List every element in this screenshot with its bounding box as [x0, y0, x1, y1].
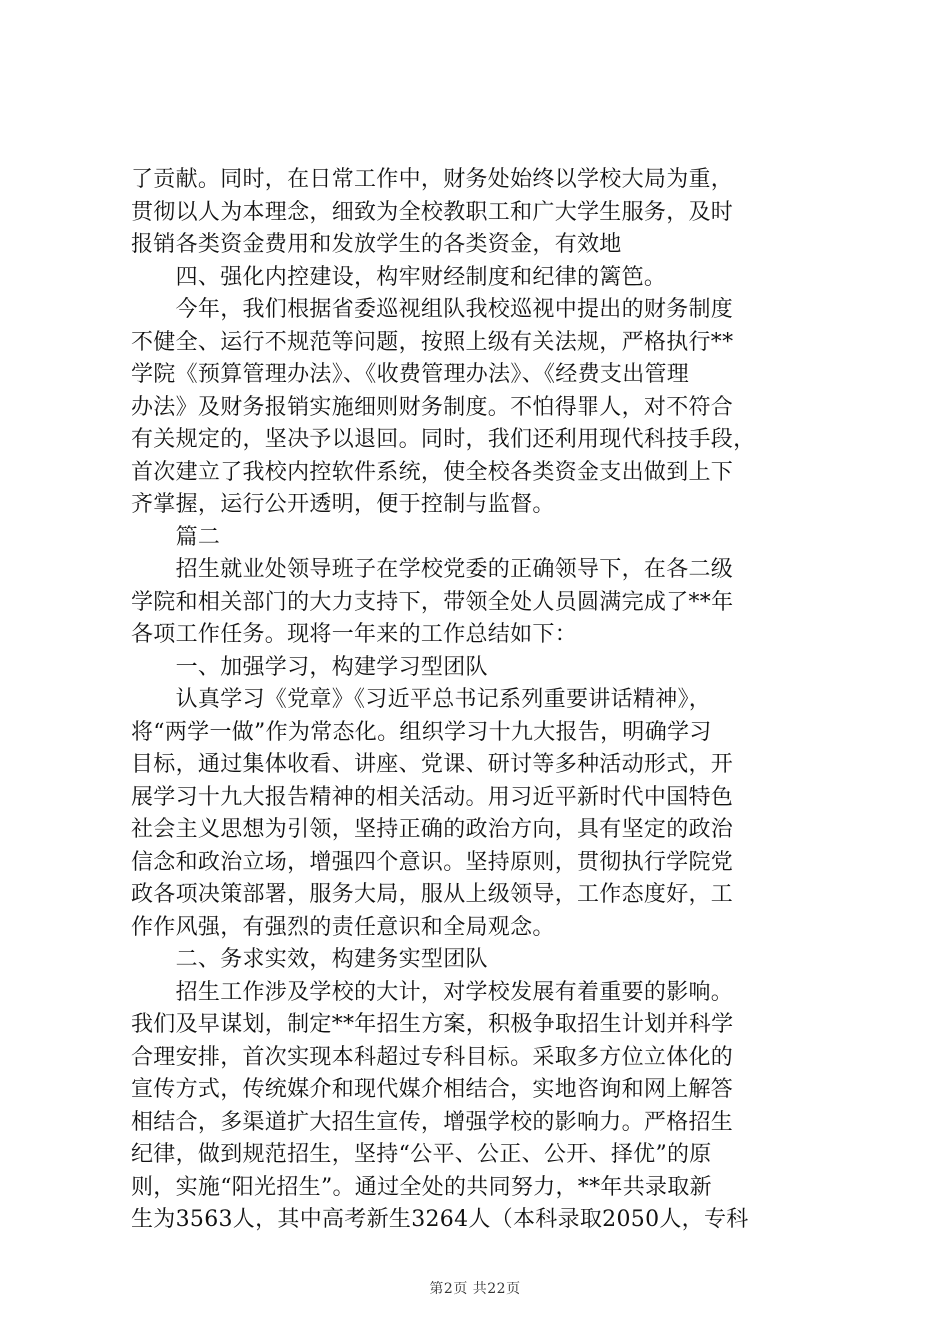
text-line: 相结合，多渠道扩大招生宣传，增强学校的影响力。严格招生	[131, 1109, 734, 1135]
text-line: 不健全、运行不规范等问题，按照上级有关法规，严格执行**	[131, 329, 734, 355]
text-line: 社会主义思想为引领，坚持正确的政治方向，具有坚定的政治	[131, 817, 734, 842]
text-line: 则，实施“阳光招生”。通过全处的共同努力，**年共录取新	[131, 1174, 712, 1200]
document-body	[131, 164, 831, 1237]
text-line: 一、加强学习，构建学习型团队	[131, 654, 488, 680]
text-line: 我们及早谋划，制定**年招生方案，积极争取招生计划并科学	[131, 1012, 734, 1037]
text-line: 学院和相关部门的大力支持下，带领全处人员圆满完成了**年	[131, 589, 734, 615]
text-line: 合理安排，首次实现本科超过专科目标。采取多方位立体化的	[131, 1044, 734, 1070]
text-line: 生为3563人，其中高考新生3264人（本科录取2050人，专科	[131, 1207, 749, 1232]
text-line: 目标，通过集体收看、讲座、党课、研讨等多种活动形式，开	[131, 752, 734, 777]
text-line: 招生就业处领导班子在学校党委的正确领导下，在各二级	[131, 557, 734, 582]
text-line: 宣传方式，传统媒介和现代媒介相结合，实地咨询和网上解答	[131, 1077, 734, 1102]
text-line: 篇二	[131, 524, 221, 550]
text-line: 认真学习《党章》《习近平总书记系列重要讲话精神》，	[131, 687, 712, 712]
text-line: 贯彻以人为本理念，细致为全校教职工和广大学生服务，及时	[131, 199, 734, 225]
text-line: 展学习十九大报告精神的相关活动。用习近平新时代中国特色	[131, 784, 734, 810]
text-line: 纪律，做到规范招生，坚持“公平、公正、公开、择优”的原	[131, 1142, 712, 1167]
text-line: 将“两学一做”作为常态化。组织学习十九大报告，明确学习	[131, 719, 712, 745]
text-line: 首次建立了我校内控软件系统，使全校各类资金支出做到上下	[131, 459, 734, 485]
text-line: 二、务求实效，构建务实型团队	[131, 947, 488, 972]
text-line: 报销各类资金费用和发放学生的各类资金，有效地	[131, 232, 622, 257]
text-line: 作作风强，有强烈的责任意识和全局观念。	[131, 914, 555, 940]
text-line: 政各项决策部署，服务大局，服从上级领导，工作态度好，工	[131, 882, 734, 907]
text-line: 四、强化内控建设，构牢财经制度和纪律的篱笆。	[131, 264, 667, 290]
text-line: 了贡献。同时，在日常工作中，财务处始终以学校大局为重，	[131, 167, 734, 192]
text-line: 齐掌握，运行公开透明，便于控制与监督。	[131, 492, 555, 517]
page-number-label: 第2页 共22页	[429, 1281, 521, 1297]
page-footer	[0, 1278, 950, 1298]
text-line: 学院《预算管理办法》、《收费管理办法》、《经费支出管理	[131, 362, 690, 387]
text-line: 信念和政治立场，增强四个意识。坚持原则，贯彻执行学院党	[131, 849, 734, 875]
text-line: 有关规定的，坚决予以退回。同时，我们还利用现代科技手段，	[131, 427, 756, 452]
text-line: 招生工作涉及学校的大计，对学校发展有着重要的影响。	[131, 979, 734, 1005]
text-line: 办法》及财务报销实施细则财务制度。不怕得罪人，对不符合	[131, 394, 734, 420]
text-line: 今年，我们根据省委巡视组队我校巡视中提出的财务制度	[131, 297, 734, 322]
text-line: 各项工作任务。现将一年来的工作总结如下：	[131, 622, 578, 647]
